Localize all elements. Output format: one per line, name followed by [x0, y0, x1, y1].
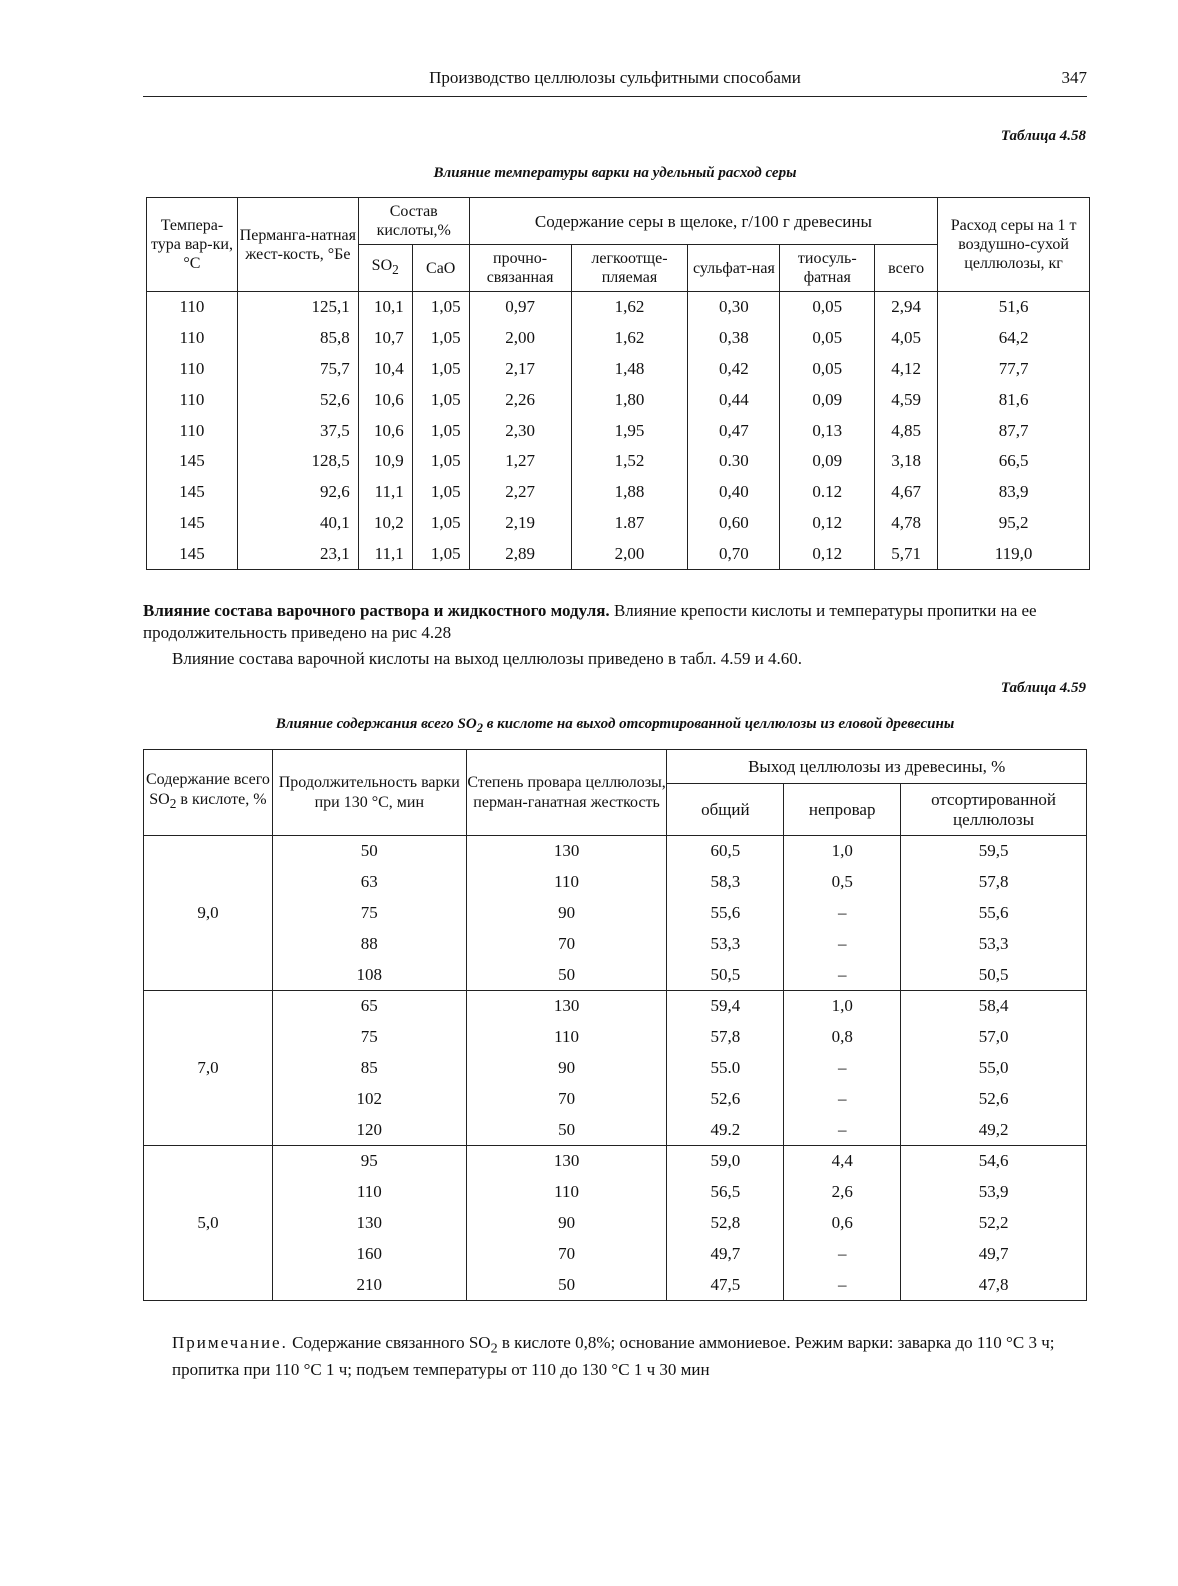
table-cell: 2,27 [469, 477, 571, 508]
note-lead: Примечание. [172, 1333, 288, 1352]
table-cell: – [784, 1114, 901, 1145]
table-cell: 70 [466, 1083, 667, 1114]
table-cell: 70 [466, 928, 667, 959]
table-cell: 4,67 [875, 477, 938, 508]
table-cell: 0,38 [688, 323, 780, 354]
table-cell: 2,26 [469, 384, 571, 415]
table-cell: 2,94 [875, 292, 938, 323]
table-row [147, 538, 1090, 569]
table-row [147, 354, 1090, 385]
so2-group-value: 5,0 [144, 1145, 273, 1300]
table-cell: 1,95 [571, 415, 688, 446]
table-cell: 10,6 [358, 415, 412, 446]
table-cell: 52,6 [901, 1083, 1087, 1114]
table-cell: 47,8 [901, 1269, 1087, 1300]
table-cell: 92,6 [237, 477, 358, 508]
table-cell: 145 [147, 508, 238, 539]
table-cell: 0,12 [780, 538, 875, 569]
table-cell: 53,9 [901, 1177, 1087, 1208]
table-cell: 1,05 [412, 354, 469, 385]
table-row [147, 292, 1090, 323]
table-cell: 4,78 [875, 508, 938, 539]
table-cell: 0,60 [688, 508, 780, 539]
so2-group-value: 9,0 [144, 836, 273, 991]
table-cell: – [784, 1083, 901, 1114]
table-cell: – [784, 928, 901, 959]
table-cell: 0,09 [780, 446, 875, 477]
header-degree-of-cooking: Степень провара целлюлозы, перман-ганатная жесткость [466, 750, 667, 836]
table-cell: 3,18 [875, 446, 938, 477]
table-cell: 55,6 [667, 898, 784, 929]
table-cell: 160 [272, 1238, 466, 1269]
header-cao: CaO [412, 245, 469, 292]
table-cell: 64,2 [938, 323, 1090, 354]
table-cell: 10,4 [358, 354, 412, 385]
table-cell: 83,9 [938, 477, 1090, 508]
table-cell: 2,30 [469, 415, 571, 446]
table-cell: 2,89 [469, 538, 571, 569]
table-cell: 1.87 [571, 508, 688, 539]
table-cell: 128,5 [237, 446, 358, 477]
table-cell: 70 [466, 1238, 667, 1269]
table-cell: 50,5 [667, 959, 784, 990]
table-cell: 130 [466, 1145, 667, 1176]
table-cell: 0,5 [784, 867, 901, 898]
table-cell: 1,48 [571, 354, 688, 385]
table-row [144, 1208, 1087, 1239]
table-cell: 1,05 [412, 323, 469, 354]
table-cell: 55,0 [901, 1053, 1087, 1084]
table-cell: 2,00 [571, 538, 688, 569]
table-cell: 0,13 [780, 415, 875, 446]
table-row [147, 415, 1090, 446]
table-cell: 52,6 [237, 384, 358, 415]
table-cell: 4,85 [875, 415, 938, 446]
table-cell: 130 [466, 836, 667, 867]
table-cell: 2,00 [469, 323, 571, 354]
table-cell: 0,12 [780, 508, 875, 539]
table-cell: 119,0 [938, 538, 1090, 569]
table-cell: 130 [466, 990, 667, 1021]
table-cell: 110 [147, 323, 238, 354]
table-cell: 10,1 [358, 292, 412, 323]
table-cell: 95,2 [938, 508, 1090, 539]
paragraph-bold-lead: Влияние состава варочного раствора и жидкостного модуля. [143, 601, 610, 620]
table-cell: 130 [272, 1208, 466, 1239]
header-sulfur-consumption: Расход серы на 1 т воздушно-сухой целлюлозы, кг [938, 198, 1090, 292]
table-cell: 0,40 [688, 477, 780, 508]
table-row [144, 1145, 1087, 1176]
table-cell: 145 [147, 446, 238, 477]
table-cell: 57,8 [901, 867, 1087, 898]
table-cell: 0,05 [780, 354, 875, 385]
table-row [144, 836, 1087, 867]
table-cell: 1,05 [412, 446, 469, 477]
table-cell: 77,7 [938, 354, 1090, 385]
table-cell: 66,5 [938, 446, 1090, 477]
table-row [144, 1053, 1087, 1084]
table-cell: 110 [272, 1177, 466, 1208]
header-cooking-duration: Продолжительность варки при 130 °С, мин [272, 750, 466, 836]
table-cell: 11,1 [358, 538, 412, 569]
table-cell: 1,62 [571, 323, 688, 354]
header-total-sulfur: всего [875, 245, 938, 292]
table-cell: 75,7 [237, 354, 358, 385]
table-cell: 0,05 [780, 292, 875, 323]
table-cell: – [784, 1238, 901, 1269]
table-row [144, 959, 1087, 990]
table-row [144, 1114, 1087, 1145]
so2-group-value: 7,0 [144, 990, 273, 1145]
table-cell: 110 [147, 354, 238, 385]
header-thiosulfate: тиосуль-фатная [780, 245, 875, 292]
table-cell: 110 [466, 1022, 667, 1053]
running-title: Производство целлюлозы сульфитными способами [429, 68, 801, 87]
table-cell: 4,4 [784, 1145, 901, 1176]
table-cell: 81,6 [938, 384, 1090, 415]
table-cell: 1,27 [469, 446, 571, 477]
table-cell: 120 [272, 1114, 466, 1145]
table-row [144, 928, 1087, 959]
table-cell: 0,6 [784, 1208, 901, 1239]
table-cell: 10,6 [358, 384, 412, 415]
running-header [143, 68, 1087, 97]
table-cell: 4,12 [875, 354, 938, 385]
header-yield-sorted: отсортированной целлюлозы [901, 784, 1087, 836]
table-cell: 1,05 [412, 292, 469, 323]
table-cell: 51,6 [938, 292, 1090, 323]
table-row [144, 1177, 1087, 1208]
table-cell: 52,6 [667, 1083, 784, 1114]
paragraph-1-rest: Влияние крепости кислоты и температуры пропитки на ее продолжительность приведено на рис 4.28 [143, 601, 1037, 642]
header-permanganate-hardness: Перманга-натная жест-кость, °Бе [237, 198, 358, 292]
table-4-58 [146, 197, 1090, 570]
table-cell: 2,17 [469, 354, 571, 385]
table-cell: 0,44 [688, 384, 780, 415]
table-cell: 65 [272, 990, 466, 1021]
header-acid-composition: Состав кислоты,% [358, 198, 469, 245]
table-cell: 59,5 [901, 836, 1087, 867]
table-4-59 [143, 749, 1087, 1301]
table-cell: 11,1 [358, 477, 412, 508]
table-cell: 110 [147, 415, 238, 446]
table-cell: 60,5 [667, 836, 784, 867]
table-cell: 53,3 [901, 928, 1087, 959]
table-row [144, 867, 1087, 898]
table-cell: 49.2 [667, 1114, 784, 1145]
table-cell: 2,19 [469, 508, 571, 539]
table-cell: 1,80 [571, 384, 688, 415]
table-cell: 50 [466, 1269, 667, 1300]
table-cell: 0,70 [688, 538, 780, 569]
table-row [147, 446, 1090, 477]
header-so2-content: Содержание всего $SO_2$ в кислоте, % [144, 750, 273, 836]
table-4-58-label: Таблица 4.58 [1000, 128, 1086, 144]
table-cell: 0,05 [780, 323, 875, 354]
table-cell: 49,2 [901, 1114, 1087, 1145]
table-row [147, 508, 1090, 539]
table-cell: 57,0 [901, 1022, 1087, 1053]
table-cell: – [784, 959, 901, 990]
table-cell: 0,8 [784, 1022, 901, 1053]
table-cell: 75 [272, 898, 466, 929]
header-easily-split: легкоотще-пляемая [571, 245, 688, 292]
table-cell: 1,05 [412, 415, 469, 446]
paragraph-2: Влияние состава варочной кислоты на выход целлюлозы приведено в табл. 4.59 и 4.60. [172, 649, 803, 668]
table-cell: 1,52 [571, 446, 688, 477]
table-cell: 145 [147, 538, 238, 569]
table-4-59-label: Таблица 4.59 [1000, 680, 1086, 696]
header-firmly-bound: прочно-связанная [469, 245, 571, 292]
table-cell: 110 [147, 292, 238, 323]
table-cell: 58,4 [901, 990, 1087, 1021]
header-sulfur-content: Содержание серы в щелоке, г/100 г древесины [469, 198, 937, 245]
header-so2: $SO_2$ [358, 245, 412, 292]
table-cell: 1,62 [571, 292, 688, 323]
table-cell: 63 [272, 867, 466, 898]
table-cell: 90 [466, 1053, 667, 1084]
table-cell: 108 [272, 959, 466, 990]
header-yield-nonprovar: непровар [784, 784, 901, 836]
table-cell: – [784, 1053, 901, 1084]
table-row [144, 1022, 1087, 1053]
table-cell: 2,6 [784, 1177, 901, 1208]
table-cell: 23,1 [237, 538, 358, 569]
table-cell: 85,8 [237, 323, 358, 354]
table-cell: 50 [272, 836, 466, 867]
table-cell: 50 [466, 959, 667, 990]
table-cell: 50 [466, 1114, 667, 1145]
table-cell: 50,5 [901, 959, 1087, 990]
table-cell: 10,7 [358, 323, 412, 354]
table-cell: 4,05 [875, 323, 938, 354]
table-cell: 145 [147, 477, 238, 508]
table-cell: 59,0 [667, 1145, 784, 1176]
header-temperature: Темпера-тура вар-ки, °С [147, 198, 238, 292]
table-cell: 0,97 [469, 292, 571, 323]
table-cell: 75 [272, 1022, 466, 1053]
table-cell: 52,8 [667, 1208, 784, 1239]
table-cell: 10,2 [358, 508, 412, 539]
table-cell: 87,7 [938, 415, 1090, 446]
header-yield-total: общий [667, 784, 784, 836]
table-cell: 56,5 [667, 1177, 784, 1208]
table-cell: 59,4 [667, 990, 784, 1021]
table-cell: 102 [272, 1083, 466, 1114]
table-4-59-caption: Влияние содержания всего $SO_2$ в кислоте на выход отсортированной целлюлозы из еловой древесины [275, 716, 955, 735]
table-cell: 57,8 [667, 1022, 784, 1053]
table-cell: 4,59 [875, 384, 938, 415]
table-row [144, 1269, 1087, 1300]
table-cell: 88 [272, 928, 466, 959]
table-row [144, 990, 1087, 1021]
table-cell: 1,05 [412, 538, 469, 569]
table-row [147, 384, 1090, 415]
table-cell: 90 [466, 898, 667, 929]
page-number: 347 [1061, 68, 1087, 87]
table-row [147, 477, 1090, 508]
table-cell: 0.12 [780, 477, 875, 508]
table-cell: 55,6 [901, 898, 1087, 929]
table-cell: 10,9 [358, 446, 412, 477]
table-cell: 5,71 [875, 538, 938, 569]
table-cell: 110 [466, 867, 667, 898]
table-cell: 1,05 [412, 384, 469, 415]
table-row [144, 1083, 1087, 1114]
table-cell: 1,0 [784, 836, 901, 867]
table-cell: 40,1 [237, 508, 358, 539]
table-cell: 37,5 [237, 415, 358, 446]
table-cell: 85 [272, 1053, 466, 1084]
table-note: Примечание. Содержание связанного $SO_2$ в кислоте 0,8%; основание аммониевое. Режим варки: заварка до 110 °С 3 ч; пропитка при 110 °С 1 ч; подъем температуры от 110 до 130 °С 1 ч 30 мин [172, 1333, 1055, 1380]
table-row [147, 323, 1090, 354]
table-cell: – [784, 898, 901, 929]
table-4-58-caption: Влияние температуры варки на удельный расход серы [433, 165, 797, 181]
table-cell: 52,2 [901, 1208, 1087, 1239]
table-cell: 0,47 [688, 415, 780, 446]
table-cell: 1,05 [412, 477, 469, 508]
table-cell: 1,0 [784, 990, 901, 1021]
table-cell: 110 [466, 1177, 667, 1208]
table-cell: 210 [272, 1269, 466, 1300]
table-cell: 0,30 [688, 292, 780, 323]
table-cell: 1,88 [571, 477, 688, 508]
table-cell: 95 [272, 1145, 466, 1176]
table-cell: 53,3 [667, 928, 784, 959]
table-cell: 47,5 [667, 1269, 784, 1300]
table-cell: 1,05 [412, 508, 469, 539]
header-cellulose-yield: Выход целлюлозы из древесины, % [667, 750, 1087, 784]
table-cell: 90 [466, 1208, 667, 1239]
table-cell: 58,3 [667, 867, 784, 898]
table-row [144, 898, 1087, 929]
table-cell: 0,42 [688, 354, 780, 385]
table-cell: 49,7 [901, 1238, 1087, 1269]
table-cell: 49,7 [667, 1238, 784, 1269]
table-cell: 125,1 [237, 292, 358, 323]
table-cell: – [784, 1269, 901, 1300]
table-row [144, 1238, 1087, 1269]
table-cell: 54,6 [901, 1145, 1087, 1176]
table-cell: 0,09 [780, 384, 875, 415]
paragraph-1 [143, 600, 1087, 644]
table-cell: 110 [147, 384, 238, 415]
header-sulfate: сульфат-ная [688, 245, 780, 292]
table-cell: 0.30 [688, 446, 780, 477]
table-cell: 55.0 [667, 1053, 784, 1084]
